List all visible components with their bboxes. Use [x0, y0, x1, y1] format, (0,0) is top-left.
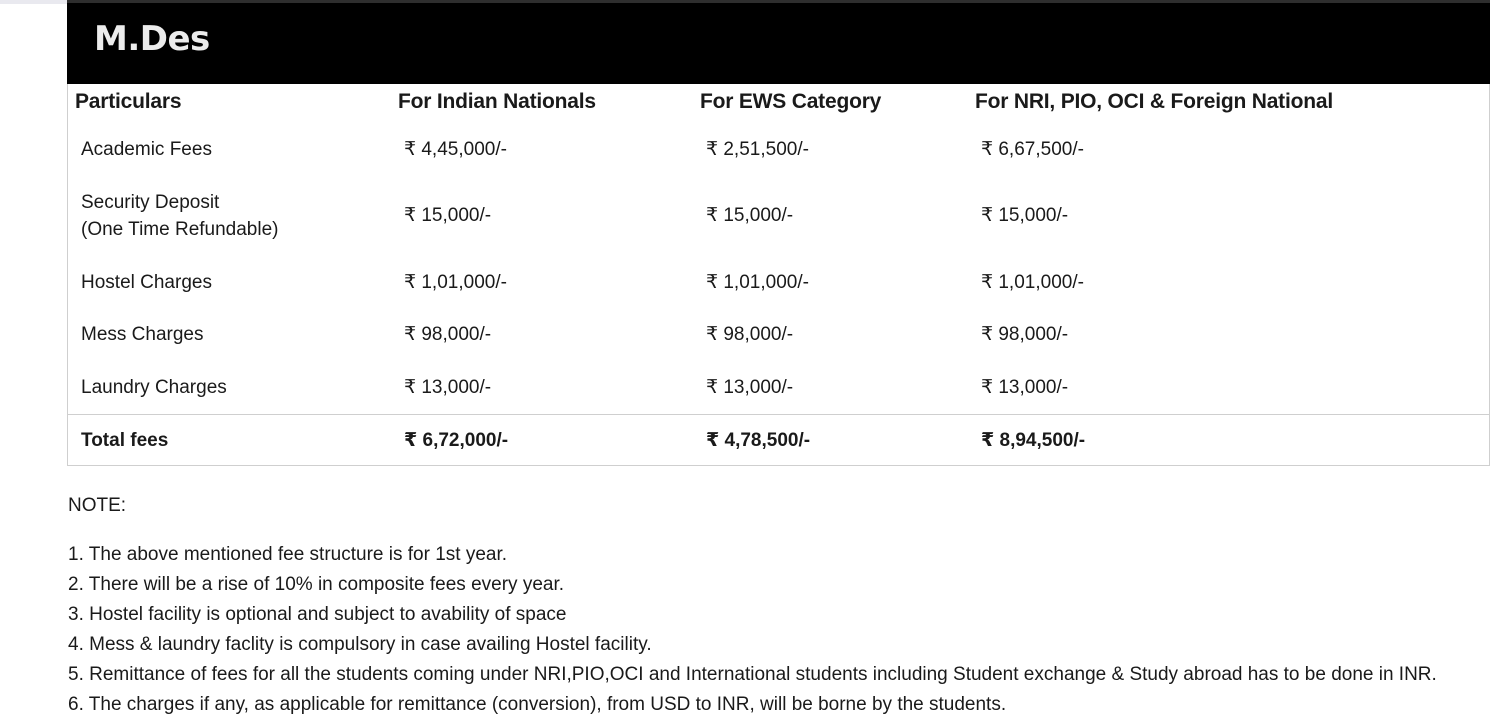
- row-security-deposit-indian: ₹ 15,000/-: [404, 205, 492, 226]
- column-header-particulars: Particulars: [75, 90, 182, 113]
- row-total-fees-label: Total fees: [81, 430, 169, 451]
- section-header: [67, 3, 1490, 84]
- row-laundry-charges-label: Laundry Charges: [81, 377, 227, 398]
- row-hostel-charges-label: Hostel Charges: [81, 272, 212, 293]
- row-laundry-charges-ews: ₹ 13,000/-: [706, 377, 794, 398]
- row-academic-fees-nri: ₹ 6,67,500/-: [981, 139, 1084, 160]
- note-item: 4. Mess & laundry faclity is compulsory in case availing Hostel facility.: [68, 634, 652, 655]
- row-total-fees-indian: ₹ 6,72,000/-: [404, 430, 509, 451]
- row-total-fees-ews: ₹ 4,78,500/-: [706, 430, 811, 451]
- notes-title: NOTE:: [68, 495, 127, 516]
- row-mess-charges-label: Mess Charges: [81, 324, 204, 345]
- row-security-deposit-sublabel: (One Time Refundable): [81, 219, 279, 240]
- row-mess-charges-ews: ₹ 98,000/-: [706, 324, 794, 345]
- notes-list: [68, 540, 1437, 720]
- column-header-indian-nationals: For Indian Nationals: [398, 90, 596, 113]
- row-security-deposit-ews: ₹ 15,000/-: [706, 205, 794, 226]
- row-total-fees-nri: ₹ 8,94,500/-: [981, 430, 1086, 451]
- note-item: 2. There will be a rise of 10% in composite fees every year.: [68, 574, 565, 595]
- column-header-nri-foreign: For NRI, PIO, OCI & Foreign National: [975, 90, 1333, 113]
- row-academic-fees-label: Academic Fees: [81, 139, 212, 160]
- row-hostel-charges-indian: ₹ 1,01,000/-: [404, 272, 507, 293]
- page-title: M.Des: [94, 19, 210, 59]
- row-hostel-charges-ews: ₹ 1,01,000/-: [706, 272, 809, 293]
- row-security-deposit-label: Security Deposit: [81, 192, 220, 213]
- row-laundry-charges-indian: ₹ 13,000/-: [404, 377, 492, 398]
- row-mess-charges-nri: ₹ 98,000/-: [981, 324, 1069, 345]
- row-hostel-charges-nri: ₹ 1,01,000/-: [981, 272, 1084, 293]
- column-header-ews-category: For EWS Category: [700, 90, 882, 113]
- row-mess-charges-indian: ₹ 98,000/-: [404, 324, 492, 345]
- note-item: 5. Remittance of fees for all the students coming under NRI,PIO,OCI and International students including Student exchange & Study abroad has to be done in INR.: [68, 664, 1437, 685]
- note-item: 1. The above mentioned fee structure is for 1st year.: [68, 544, 508, 565]
- total-row-divider: [68, 414, 1489, 415]
- note-item: 3. Hostel facility is optional and subject to avability of space: [68, 604, 567, 625]
- row-academic-fees-ews: ₹ 2,51,500/-: [706, 139, 809, 160]
- row-security-deposit-nri: ₹ 15,000/-: [981, 205, 1069, 226]
- row-academic-fees-indian: ₹ 4,45,000/-: [404, 139, 507, 160]
- row-laundry-charges-nri: ₹ 13,000/-: [981, 377, 1069, 398]
- page-top-strip-left: [0, 0, 67, 4]
- note-item: 6. The charges if any, as applicable for remittance (conversion), from USD to INR, will be borne by the students.: [68, 694, 1007, 715]
